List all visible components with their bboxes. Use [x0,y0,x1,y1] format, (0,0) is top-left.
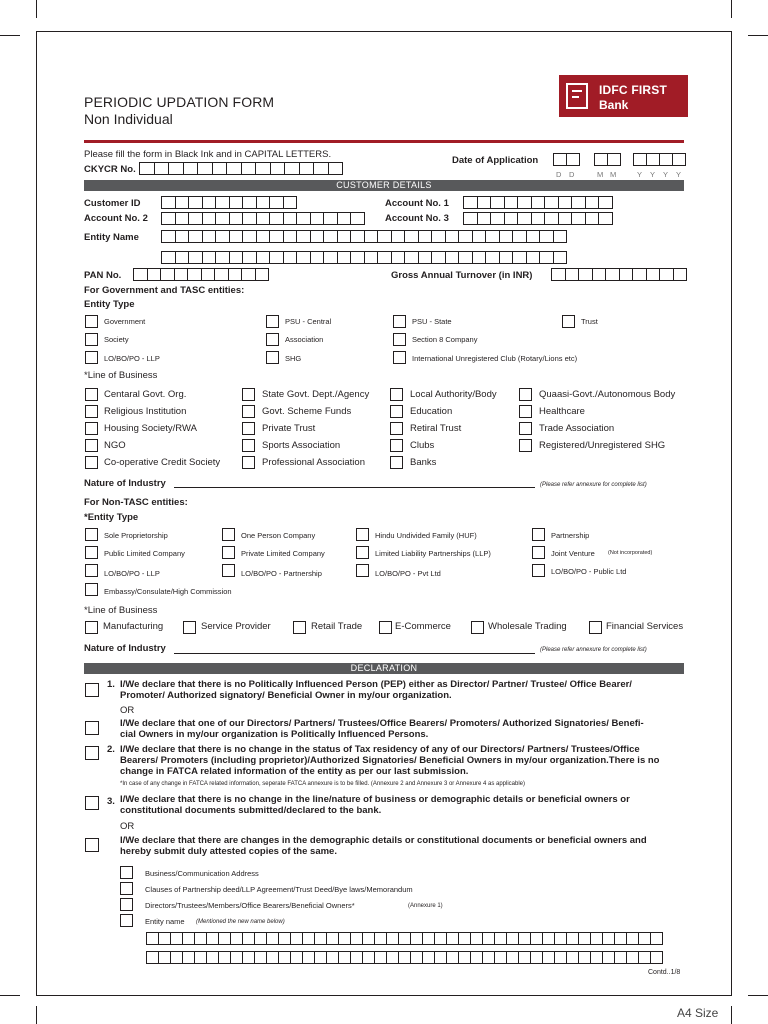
checkbox-wholesale[interactable] [471,621,484,634]
checkbox-society[interactable] [85,333,98,346]
turnover-input[interactable] [551,268,687,281]
checkbox-entity-type[interactable] [85,528,98,541]
option-label: Retiral Trust [410,423,462,434]
nature-of-industry-input[interactable] [174,653,535,654]
checkbox-clauses[interactable] [120,882,133,895]
declaration-text: I/We declare that one of our Directors/ Partners/ Trustees/Office Bearers/ Promoters/ Authorized Signatories/ Benefi- [120,718,644,729]
checkbox-lob[interactable] [519,439,532,452]
checkbox-financial-services[interactable] [589,621,602,634]
crop-mark [748,995,768,996]
ckycr-input[interactable] [139,162,343,175]
option-label: LO/BO/PO - LLP [104,354,160,363]
checkbox-entity-type[interactable] [222,546,235,559]
option-label: PSU - State [412,317,452,326]
declaration-text: hereby submit duly attested copies of the same. [120,846,337,857]
declaration-header: DECLARATION [84,663,684,674]
option-label: PSU - Central [285,317,332,326]
nature-of-industry-label: Nature of Industry [84,478,166,489]
option-label: Embassy/Consulate/High Commission [104,587,232,596]
checkbox-lob[interactable] [85,439,98,452]
option-label: Trust [581,317,598,326]
date-month-input[interactable] [594,153,621,166]
date-year-input[interactable] [633,153,686,166]
option-label: Association [285,335,324,344]
option-label: Sole Proprietorship [104,531,168,540]
checkbox-lob[interactable] [242,422,255,435]
declaration-number: 1. [107,679,115,690]
date-hint: Y [663,170,669,179]
customer-details-header: CUSTOMER DETAILS [84,180,684,191]
option-label: International Unregistered Club (Rotary/Lions etc) [412,354,578,363]
option-label: Financial Services [606,621,684,632]
date-hint: D [556,170,562,179]
customer-id-input[interactable] [161,196,297,209]
checkbox-lob[interactable] [519,388,532,401]
option-label: Housing Society/RWA [104,423,197,434]
form-subtitle: Non Individual [84,111,173,127]
gov-heading: For Government and TASC entities: [84,285,245,296]
option-label: Centaral Govt. Org. [104,389,187,400]
option-label: Public Limited Company [104,549,185,558]
option-label: Manufacturing [103,621,164,632]
bank-logo [559,75,688,117]
declaration-text: I/We declare that there is no Politically Influenced Person (PEP) either as Director/ Partner/ Trustee/ Office Bearer/ [120,679,632,690]
option-label: Sports Association [262,440,341,451]
account-no-1-label: Account No. 1 [385,198,449,209]
option-label: Hindu Undivided Family (HUF) [375,531,477,540]
checkbox-lob[interactable] [242,388,255,401]
jv-note: (Not incorporated) [608,550,653,556]
date-hint: M [610,170,617,179]
option-label: Religious Institution [104,406,187,417]
crop-mark [0,995,20,996]
checkbox-lob[interactable] [390,439,403,452]
declaration-number: 2. [107,744,115,755]
option-label: Govt. Scheme Funds [262,406,352,417]
declaration-number: 3. [107,796,115,807]
checkbox-entity-type[interactable] [85,583,98,596]
date-day-input[interactable] [553,153,580,166]
entity-type-label: Entity Type [84,299,135,310]
checkbox-intl-club[interactable] [393,351,406,364]
option-label: SHG [285,354,302,363]
checkbox-retail-trade[interactable] [293,621,306,634]
declaration-text: I/We declare that there are changes in the demographic details or constitutional documents or beneficial owners and [120,835,647,846]
option-label: One Person Company [241,531,316,540]
turnover-label: Gross Annual Turnover (in INR) [391,270,533,281]
checkbox-lob[interactable] [390,422,403,435]
nontasc-heading: For Non-TASC entities: [84,497,188,508]
entity-name-note: (Mentioned the new name below) [196,919,285,925]
entity-name-input-line1[interactable] [161,230,567,243]
option-label: Education [410,406,453,417]
pan-label: PAN No. [84,270,122,281]
option-label: Private Limited Company [241,549,325,558]
crop-mark [36,1006,37,1024]
option-label: Retail Trade [311,621,363,632]
checkbox-directors[interactable] [120,898,133,911]
annexure-note: (Please refer annexure for complete list) [540,647,647,653]
checkbox-entity-name[interactable] [120,914,133,927]
account-no-3-input[interactable] [463,212,613,225]
date-hint: Y [676,170,682,179]
checkbox-shg[interactable] [266,351,279,364]
date-hint: D [569,170,575,179]
option-label: Section 8 Company [412,335,478,344]
pan-input[interactable] [133,268,269,281]
option-label: Entity name [145,917,185,926]
annexure-note: (Annexure 1) [408,903,443,909]
checkbox-section8[interactable] [393,333,406,346]
new-entity-name-input-line2[interactable] [146,951,663,964]
option-label: E-Commerce [395,621,451,632]
option-label: Healthcare [539,406,585,417]
checkbox-psu-central[interactable] [266,315,279,328]
checkbox-declaration-2[interactable] [85,746,99,760]
crop-mark [731,0,732,18]
option-label: LO/BO/PO - Pvt Ltd [375,569,441,578]
option-label: Clauses of Partnership deed/LLP Agreement/Trust Deed/Bye laws/Memorandum [145,885,413,894]
option-label: Registered/Unregistered SHG [539,440,666,451]
option-label: Business/Communication Address [145,869,259,878]
checkbox-business-address[interactable] [120,866,133,879]
account-no-1-input[interactable] [463,196,613,209]
declaration-text: Promoter/ Authorized signatory/ Beneficial Owner in my/our organization. [120,690,452,701]
checkbox-lob[interactable] [85,405,98,418]
crop-mark [0,35,20,36]
checkbox-ecommerce[interactable] [379,621,392,634]
option-label: Professional Association [262,457,365,468]
option-label: Directors/Trustees/Members/Office Bearers/Beneficial Owners* [145,901,355,910]
checkbox-lob[interactable] [242,439,255,452]
option-label: Joint Venture [551,549,595,558]
form-title: PERIODIC UPDATION FORM [84,94,275,110]
option-label: Trade Association [539,423,615,434]
checkbox-lob[interactable] [85,422,98,435]
declaration-text: cial Owners in my/our organization is Politically Influenced Persons. [120,729,429,740]
checkbox-declaration-3[interactable] [85,796,99,810]
checkbox-government[interactable] [85,315,98,328]
checkbox-declaration-1b[interactable] [85,721,99,735]
checkbox-lob[interactable] [390,388,403,401]
option-label: Service Provider [201,621,271,632]
checkbox-service-provider[interactable] [183,621,196,634]
checkbox-lob[interactable] [390,456,403,469]
checkbox-entity-type[interactable] [222,564,235,577]
checkbox-entity-type[interactable] [532,528,545,541]
gov-lob-heading: *Line of Business [84,370,158,381]
checkbox-lob[interactable] [519,405,532,418]
crop-mark [731,1006,732,1024]
entity-name-input-line2[interactable] [161,251,567,264]
account-no-2-label: Account No. 2 [84,213,148,224]
account-no-2-input[interactable] [161,212,365,225]
option-label: Quaasi-Govt./Autonomous Body [539,389,676,400]
option-label: Wholesale Trading [488,621,567,632]
checkbox-lob[interactable] [242,456,255,469]
checkbox-declaration-1[interactable] [85,683,99,697]
option-label: Clubs [410,440,435,451]
checkbox-entity-type[interactable] [85,564,98,577]
date-hint: Y [637,170,643,179]
declaration-text: I/We declare that there is no change in the status of Tax residency of any of our Directors/ Partners/ Trustees/Office [120,744,640,755]
new-entity-name-input-line1[interactable] [146,932,663,945]
checkbox-lob[interactable] [390,405,403,418]
checkbox-entity-type[interactable] [85,546,98,559]
option-label: Co-operative Credit Society [104,457,221,468]
logo-text: Bank [599,98,629,112]
checkbox-entity-type[interactable] [222,528,235,541]
checkbox-lob[interactable] [85,456,98,469]
nontasc-lob-heading: *Line of Business [84,605,158,616]
account-no-3-label: Account No. 3 [385,213,449,224]
checkbox-lob[interactable] [242,405,255,418]
page-continuation: Contd..1/8 [648,969,681,976]
checkbox-entity-type[interactable] [532,546,545,559]
option-label: LO/BO/PO - LLP [104,569,160,578]
checkbox-entity-type[interactable] [532,564,545,577]
customer-id-label: Customer ID [84,198,141,209]
nontasc-entity-type-label: *Entity Type [84,512,139,523]
entity-name-label: Entity Name [84,232,139,243]
date-hint: Y [650,170,656,179]
checkbox-entity-type[interactable] [356,528,369,541]
checkbox-manufacturing[interactable] [85,621,98,634]
option-label: Society [104,335,129,344]
option-label: Local Authority/Body [410,389,497,400]
option-label: Private Trust [262,423,316,434]
checkbox-association[interactable] [266,333,279,346]
checkbox-trust[interactable] [562,315,575,328]
checkbox-entity-type[interactable] [356,564,369,577]
or-text: OR [120,705,135,716]
declaration-text: change in FATCA related information of the entity as per our last submission. [120,766,469,777]
declaration-text: I/We declare that there is no change in the line/nature of business or demographic details or beneficial owners or [120,794,630,805]
checkbox-entity-type[interactable] [356,546,369,559]
header-divider [84,140,684,143]
option-label: Limited Liability Partnerships (LLP) [375,549,491,558]
date-label: Date of Application [452,155,539,166]
option-label: LO/BO/PO - Partnership [241,569,322,578]
checkbox-lob[interactable] [85,388,98,401]
option-label: Banks [410,457,437,468]
checkbox-declaration-3b[interactable] [85,838,99,852]
nature-of-industry-input[interactable] [174,487,535,488]
option-label: LO/BO/PO - Public Ltd [551,567,627,576]
ckycr-label: CKYCR No. [84,164,136,175]
or-text: OR [120,821,135,832]
checkbox-lob[interactable] [519,422,532,435]
bank-logo-icon [566,83,588,109]
crop-mark [748,35,768,36]
checkbox-lobopo-llp[interactable] [85,351,98,364]
crop-mark [36,0,37,18]
option-label: Partnership [551,531,590,540]
declaration-text: Bearers/ Promoters (including proprietor)/Authorized Signatories/ Beneficial Owners in my/our organization.There is no [120,755,660,766]
instruction-text: Please fill the form in Black Ink and in CAPITAL LETTERS. [84,149,332,160]
annexure-note: (Please refer annexure for complete list) [540,482,647,488]
paper-size-label: A4 Size [677,1006,719,1020]
option-label: NGO [104,440,126,451]
nature-of-industry-label: Nature of Industry [84,643,166,654]
date-hint: M [597,170,604,179]
checkbox-psu-state[interactable] [393,315,406,328]
fatca-note: *In case of any change in FATCA related information, seperate FATCA annexure is to be filled. (Annexure 2 and Annexure 3 or Annexure 4 as applicable) [120,781,526,787]
option-label: Government [104,317,146,326]
logo-text: IDFC FIRST [599,83,667,97]
option-label: State Govt. Dept./Agency [262,389,370,400]
declaration-text: constitutional documents submitted/declared to the bank. [120,805,382,816]
